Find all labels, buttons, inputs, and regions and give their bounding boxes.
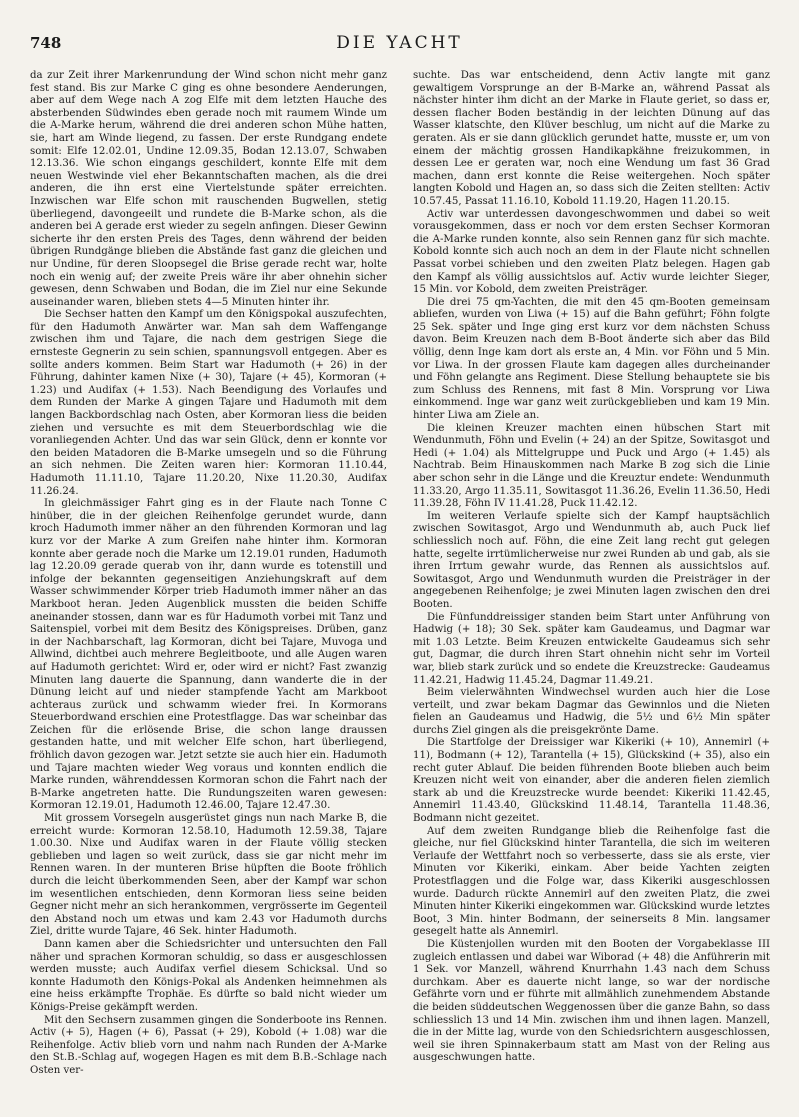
paragraph: Beim vielerwähnten Windwechsel wurden auch hier die Lose verteilt, und zwar bekam Dagmar das Gewinnlos und die Nieten fielen an Gaudeamus und Hadwig, die 5½ und 6½ Min später durchs Ziel gingen als die preisgekrönte Dame.: [413, 687, 770, 736]
paragraph: da zur Zeit ihrer Markenrundung der Wind schon nicht mehr ganz fest stand. Bis zur Marke C ging es ohne besondere Aenderungen, aber auf dem Wege nach A zog Elfe mit dem letzten Hauche des absterbenden Südwindes eben gerade noch mit raumem Winde um die A-Marke herum, während die drei anderen schon Mühe hatten, sie, hart am Winde liegend, zu fassen. Der erste Rundgang endete somit: Elfe 12.02.01, Undine 12.09.35, Bodan 12.13.07, Schwaben 12.13.36. Wie schon eingangs geschildert, konnte Elfe mit dem neuen Westwinde viel eher Bekanntschaften machen, als die drei anderen, die ihn erst eine Viertelstunde später erreichten. Inzwischen war Elfe schon mit rauschenden Bugwellen, stetig überliegend, davongeeilt und rundete die B-Marke schon, als die anderen bei A gerade erst wieder zu segeln anfingen. Dieser Gewinn sicherte ihr den ersten Preis des Tages, denn während der beiden übrigen Rundgänge blieben die Abstände fast ganz die gleichen und nur Undine, für deren Sloopsegel die Brise gerade recht war, holte noch ein wenig auf; der zweite Preis wäre ihr aber ohnehin sicher gewesen, denn Schwaben und Bodan, die im Ziel nur eine Sekunde auseinander waren, blieben stets 4—5 Minuten hinter ihr.: [30, 70, 387, 308]
page-number: 748: [30, 34, 62, 52]
paragraph: Die Sechser hatten den Kampf um den Königspokal auszufechten, für den Hadumoth Anwärter war. Man sah dem Waffengange zwischen ihm und Tajare, die nach dem gestrigen Siege die ernsteste Gegnerin zu sein schien, spannungsvoll entgegen. Aber es sollte anders kommen. Beim Start war Hadumoth (+ 26) in der Führung, dahinter kamen Nixe (+ 30), Tajare (+ 45), Kormoran (+ 1.23) und Audifax (+ 1.53). Nach Beendigung des Vorlaufes und dem Runden der Marke A gingen Tajare und Hadumoth mit dem langen Backbordschlag nach Osten, aber Kormoran liess die beiden ziehen und versuchte es mit dem Steuerbordschlag wie die voranliegenden Achter. Und das war sein Glück, denn er konnte vor den beiden Matadoren die B-Marke umsegeln und so die Führung an sich nehmen. Die Zeiten waren hier: Kormoran 11.10.44, Hadumoth 11.11.10, Tajare 11.20.20, Nixe 11.20.30, Audifax 11.26.24.: [30, 309, 387, 497]
left-column: [30, 70, 387, 1105]
paragraph: suchte. Das war entscheidend, denn Activ langte mit ganz gewaltigem Vorsprunge an der B-Marke an, während Passat als nächster hinter ihm dicht an der Marke in Flaute geriet, so dass er, dessen flacher Boden beständig in der leichten Dünung auf das Wasser klatschte, den Klüver beschlug, um nicht auf die Marke zu geraten. Als er sie dann glücklich gerundet hatte, musste er, um von einem der mächtig grossen Handikapkähne freizukommen, in dessen Lee er geraten war, noch eine Wendung um fast 36 Grad machen, dann erst konnte die Reise weitergehen. Noch später langten Kobold und Hagen an, so dass sich die Zeiten stellten: Activ 10.57.45, Passat 11.16.10, Kobold 11.19.20, Hagen 11.20.15.: [413, 70, 770, 207]
paragraph: Activ war unterdessen davongeschwommen und dabei so weit vorausgekommen, dass er noch vor dem ersten Sechser Kormoran die A-Marke runden konnte, also sein Rennen ganz für sich machte. Kobold konnte sich auch noch an dem in der Flaute nicht schnellen Passat vorbei schieben und den zweiten Platz belegen. Hagen gab den Kampf als völlig aussichtslos auf. Activ wurde leichter Sieger, 15 Min. vor Kobold, dem zweiten Preisträger.: [413, 208, 770, 296]
paragraph: In gleichmässiger Fahrt ging es in der Flaute nach Tonne C hinüber, die in der gleichen Reihenfolge gerundet wurde, dann kroch Hadumoth immer näher an den führenden Kormoran und lag kurz vor der Marke A zum Greifen nahe hinter ihm. Kormoran konnte aber gerade noch die Marke um 12.19.01 runden, Hadumoth lag 12.20.09 gerade querab von ihr, dann wurde es totenstill und infolge der bekannten gegenseitigen Anziehungskraft auf dem Wasser schwimmender Körper trieb Hadumoth immer näher an das Markboot heran. Jeden Augenblick mussten die beiden Schiffe aneinander stossen, dann war es für Hadumoth vorbei mit Tanz und Saitenspiel, vorbei mit dem Besitz des Königspreises. Drüben, ganz in der Nachbarschaft, lag Kormoran, dicht bei Tajare, Muvoga und Allwind, dichtbei auch mehrere Begleitboote, und alle Augen waren auf Hadumoth gerichtet: Wird er, oder wird er nicht? Fast zwanzig Minuten lang dauerte die Spannung, dann wanderte die in der Dünung leicht auf und nieder stampfende Yacht am Markboot achteraus zurück und schwamm wieder frei. In Kormorans Steuerbordwand erschien eine Protestflagge. Das war scheinbar das Zeichen für die erlösende Brise, die schon lange draussen gestanden hatte, und mit welcher Elfe schon, hart überliegend, fröhlich davon gezogen war. Jetzt setzte sie auch hier ein. Hadumoth und Tajare machten wieder Weg voraus und konnten endlich die Marke runden, währenddessen Kormoran schon die Fahrt nach der B-Marke angetreten hatte. Die Rundungszeiten waren gewesen: Kormoran 12.19.01, Hadumoth 12.46.00, Tajare 12.47.30.: [30, 498, 387, 812]
page-header: [0, 0, 799, 60]
right-column: [413, 70, 770, 1105]
article-body: [30, 70, 770, 1105]
running-title: DIE YACHT: [336, 33, 463, 53]
paragraph: Die kleinen Kreuzer machten einen hübschen Start mit Wendunmuth, Föhn und Evelin (+ 24) an der Spitze, Sowitasgot und Hedi (+ 1.04) als Mittelgruppe und Puck und Argo (+ 1.45) als Nachtrab. Beim Hinauskommen nach Marke B zog sich die Linie aber schon sehr in die Länge und die Kreuztur endete: Wendunmuth 11.33.20, Argo 11.35.11, Sowitasgot 11.36.26, Evelin 11.36.50, Hedi 11.39.28, Föhn IV 11.41.28, Puck 11.42.12.: [413, 422, 770, 510]
paragraph: Auf dem zweiten Rundgange blieb die Reihenfolge fast die gleiche, nur fiel Glückskind hinter Tarantella, die sich im weiteren Verlaufe der Wettfahrt noch so verbesserte, dass sie als erste, vier Minuten vor Kikeriki, einkam. Aber beide Yachten zeigten Protestflaggen und die Folge war, dass Kikeriki ausgeschlossen wurde. Dadurch rückte Annemirl auf den zweiten Platz, die zwei Minuten hinter Kikeriki eingekommen war. Glückskind wurde letztes Boot, 3 Min. hinter Bodmann, der seinerseits 8 Min. langsamer gesegelt hatte als Annemirl.: [413, 825, 770, 938]
paragraph: Mit grossem Vorsegeln ausgerüstet gings nun nach Marke B, die erreicht wurde: Kormoran 12.58.10, Hadumoth 12.59.38, Tajare 1.00.30. Nixe und Audifax waren in der Flaute völlig stecken geblieben und lagen so weit zurück, dass sie gar nicht mehr im Rennen waren. In der munteren Brise hüpften die Boote fröhlich durch die leicht überkommenden Seen, aber der Kampf war schon im wesentlichen entschieden, denn Kormoran liess seine beiden Gegner nicht mehr an sich herankommen, vergrösserte im Gegenteil den Abstand noch um etwas und kam 2.43 vor Hadumoth durchs Ziel, dritte wurde Tajare, 46 Sek. hinter Hadumoth.: [30, 813, 387, 938]
paragraph: Die Startfolge der Dreissiger war Kikeriki (+ 10), Annemirl (+ 11), Bodmann (+ 12), Tarantella (+ 15), Glückskind (+ 35), also ein recht guter Ablauf. Die beiden führenden Boote blieben auch beim Kreuzen nicht weit von einander, aber die anderen fielen ziemlich stark ab und die Kreuzstrecke wurde beendet: Kikeriki 11.42.45, Annemirl 11.43.40, Glückskind 11.48.14, Tarantella 11.48.36, Bodmann nicht gezeitet.: [413, 737, 770, 825]
paragraph: Dann kamen aber die Schiedsrichter und untersuchten den Fall näher und sprachen Kormoran schuldig, so dass er ausgeschlossen werden musste; auch Audifax verfiel diesem Schicksal. Und so konnte Hadumoth den Königs-Pokal als Andenken heimnehmen als eine heiss erkämpfte Trophäe. Es dürfte so bald nicht wieder um Königs-Preise gekämpft werden.: [30, 938, 387, 1013]
paragraph: Die drei 75 qm-Yachten, die mit den 45 qm-Booten gemeinsam abliefen, wurden von Liwa (+ 15) auf die Bahn geführt; Föhn folgte 25 Sek. später und Inge ging erst kurz vor dem nächsten Schuss davon. Beim Kreuzen nach dem B-Boot änderte sich aber das Bild völlig, denn Inge kam dort als erste an, 4 Min. vor Föhn und 5 Min. vor Liwa. In der grossen Flaute kam dagegen alles durcheinander und Föhn gelangte ans Regiment. Diese Stellung behauptete sie bis zum Schluss des Rennens, mit fast 8 Min. Vorsprung vor Liwa einkommend. Inge war ganz weit zurückgeblieben und kam 19 Min. hinter Liwa am Ziele an.: [413, 296, 770, 422]
paragraph: Die Fünfunddreissiger standen beim Start unter Anführung von Hadwig (+ 18); 30 Sek. später kam Gaudeamus, und Dagmar war mit 1.03 Letzte. Beim Kreuzen entwickelte Gaudeamus sich sehr gut, Dagmar, die durch ihren Start ohnehin nicht sehr im Vorteil war, blieb stark zurück und so endete die Kreuzstrecke: Gaudeamus 11.42.21, Hadwig 11.45.24, Dagmar 11.49.21.: [413, 611, 770, 686]
paragraph: Die Küstenjollen wurden mit den Booten der Vorgabeklasse III zugleich entlassen und dabei war Wiborad (+ 48) die Anführerin mit 1 Sek. vor Manzell, während Knurrhahn 1.43 nach dem Schuss durchkam. Aber es dauerte nicht lange, so war der nordische Gefährte vorn und er führte mit allmählich zunehmendem Abstande die beiden süddeutschen Weggenossen über die ganze Bahn, so dass schliesslich 13 und 14 Min. zwischen ihm und ihnen lagen. Manzell, die in der Mitte lag, wurde von den Schiedsrichtern ausgeschlossen, weil sie ihren Spinnakerbaum statt am Mast von der Reling aus ausgeschwungen hatte.: [413, 938, 770, 1064]
paragraph: Mit den Sechsern zusammen gingen die Sonderboote ins Rennen. Activ (+ 5), Hagen (+ 6), Passat (+ 29), Kobold (+ 1.08) war die Reihenfolge. Activ blieb vorn und nahm nach Runden der A-Marke den St.B.-Schlag auf, wogegen Hagen es mit dem B.B.-Schlage nach Osten ver-: [30, 1014, 387, 1076]
paragraph: Im weiteren Verlaufe spielte sich der Kampf hauptsächlich zwischen Sowitasgot, Argo und Wendunmuth ab, auch Puck lief schliesslich noch auf. Föhn, die eine Zeit lang recht gut gelegen hatte, segelte irrtümlicherweise nur zwei Runden ab und gab, als sie ihren Irrtum gewahr wurde, das Rennen als aussichtslos auf. Sowitasgot, Argo und Wendunmuth wurden die Preisträger in der angegebenen Reihenfolge; je zwei Minuten lagen zwischen den drei Booten.: [413, 510, 770, 610]
